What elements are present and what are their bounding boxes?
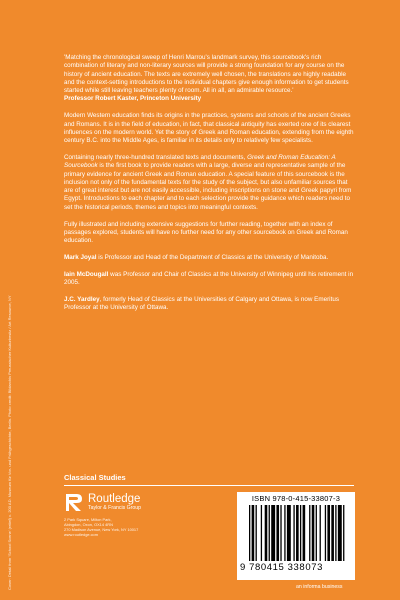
address-line: Abingdon, Oxon, OX14 4RN [64,522,113,527]
barcode-panel [237,492,355,580]
description-paragraph-1: Modern Western education finds its origins in the practices, systems and schools of the ancient Greeks and Romans. It is in the field of education, in fact, that classical antiquity has exerted one of its clearest influences on the modern world. Yet the story of Greek and Roman education, extending from the eighth century B.C. into the Middle Ages, is familiar in its details only to relatively few specialists. [64,112,354,145]
author-bio-1 [64,254,354,262]
quote-attribution: Professor Robert Kaster, Princeton University [64,95,202,103]
quote-text: 'Matching the chronological sweep of Henri Marrou's landmark survey, this sourcebook's rich combination of literary and non-literary sources will provide a strong foundation for any course on the history of ancient education. The texts are extremely well chosen, the translations are highly readable and the context-setting introductions to the individual chapters give enough information to get students started while still leaving teachers plenty of room. All in all, an admirable resource.' [64,54,349,95]
series-label: Classical Studies [64,473,354,486]
publisher-block [64,491,204,537]
address-line: 2 Park Square, Milton Park, [64,517,112,522]
publisher-address [64,517,204,537]
back-cover-text [64,54,354,321]
author-bio: was Professor and Chair of Classics at the University of Winnipeg until his retirement in 2005. [64,270,354,287]
isbn-number: ISBN 978-0-415-33807-3 [251,494,341,503]
description-paragraph-2 [64,154,354,212]
address-line: 270 Madison Avenue, New York, NY 10017 [64,527,139,532]
p2-body: is the first book to provide readers with a large, diverse and representative sample of the primary evidence for ancient Greek and Roman education. A special feature of this sourcebook is the inclusion not only of the fundamental texts for the study of the subject, but also unfamiliar sources that are of great interest but are not easily accessible, including inscriptions on stone and Greek papyri from Egypt. Introductions to each chapter and to each selection provide the guidance which readers need to set the historical periods, themes and topics into meaningful contexts. [64,162,352,211]
publisher-group: Taylor & Francis Group [88,505,142,511]
p2-intro: Containing nearly three-hundred translated texts and documents, [64,153,248,161]
address-line: www.routledge.com [64,532,98,537]
author-bio: , formerly Head of Classics at the Universities of Calgary and Ottawa, is now Emeritus Professor at the University of Ottawa. [64,295,339,312]
cover-credit: Cover: Detail from 'School Scene' (relief) c. 200 AD. Museum für Vor- und Frühgeschichte, Berlin. Photo credit: Bildarchiv Preussischer Kulturbesitz / Art Resource, NY [7,295,12,590]
informa-tagline: an informa business [296,584,343,590]
barcode-digits: 9 780415 338073 [240,562,323,573]
description-paragraph-3: Fully illustrated and including extensive suggestions for further reading, together with an index of passages explored, students will have no further need for any other sourcebook on Greek and Roman education. [64,220,348,245]
author-bio: is Professor and Head of the Department of Classics at the University of Manitoba. [96,253,329,261]
barcode-icon [249,505,347,561]
author-bio-3 [64,296,354,313]
routledge-logo-icon [64,491,84,513]
author-name: Iain McDougall [64,270,109,278]
publisher-name: Routledge [88,493,141,505]
author-name: Mark Joyal [64,253,97,261]
author-name: J.C. Yardley [64,295,100,303]
review-quote [64,54,354,104]
author-bio-2 [64,271,354,288]
book-title: Greek and Roman Education: A Sourcebook [64,153,336,170]
